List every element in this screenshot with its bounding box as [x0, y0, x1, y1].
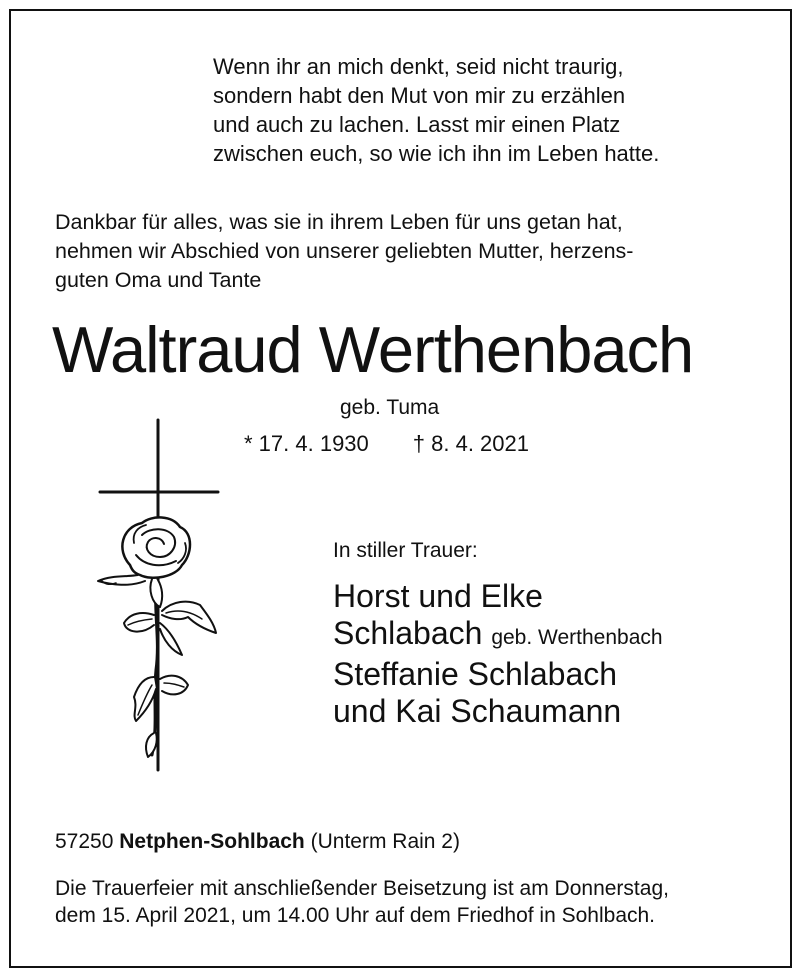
mourner-line: Steffanie Schlabach [333, 656, 618, 692]
cross-with-rose-icon [90, 415, 230, 775]
intro-line: Dankbar für alles, was sie in ihrem Leben für uns getan hat, [55, 210, 623, 234]
intro-line: nehmen wir Abschied von unserer geliebten Mutter, herzens- [55, 239, 634, 263]
poem-line: und auch zu lachen. Lasst mir einen Platz [213, 112, 621, 137]
funeral-line: Die Trauerfeier mit anschließender Beisetzung ist am Donnerstag, [55, 877, 669, 900]
address [55, 828, 460, 856]
poem-line: zwischen euch, so wie ich ihn im Leben hatte. [213, 141, 660, 166]
life-dates [244, 430, 529, 458]
mourner-line: Horst und Elke [333, 578, 543, 614]
mourners-list [333, 578, 663, 730]
death-date: † 8. 4. 2021 [412, 431, 529, 456]
funeral-line: dem 15. April 2021, um 14.00 Uhr auf dem Friedhof in Sohlbach. [55, 904, 656, 927]
poem-line: Wenn ihr an mich denkt, seid nicht traurig, [213, 54, 624, 79]
mourner-surname: Schlabach [333, 615, 483, 651]
intro-line: guten Oma und Tante [55, 268, 262, 292]
birth-date: * 17. 4. 1930 [244, 431, 369, 456]
address-zip: 57250 [55, 830, 114, 853]
address-street: (Unterm Rain 2) [310, 830, 460, 853]
address-city: Netphen-Sohlbach [119, 830, 305, 853]
mourner-line: und Kai Schaumann [333, 693, 622, 729]
maiden-name: geb. Tuma [340, 396, 440, 419]
poem-line: sondern habt den Mut von mir zu erzählen [213, 83, 626, 108]
mourner-maiden-note: geb. Werthenbach [491, 626, 663, 649]
funeral-notice [55, 875, 669, 929]
mourners-label: In stiller Trauer: [333, 539, 478, 562]
mourner-line [333, 615, 663, 656]
deceased-name: Waltraud Werthenbach [52, 313, 694, 386]
poem [213, 52, 659, 168]
intro-text [55, 208, 633, 295]
